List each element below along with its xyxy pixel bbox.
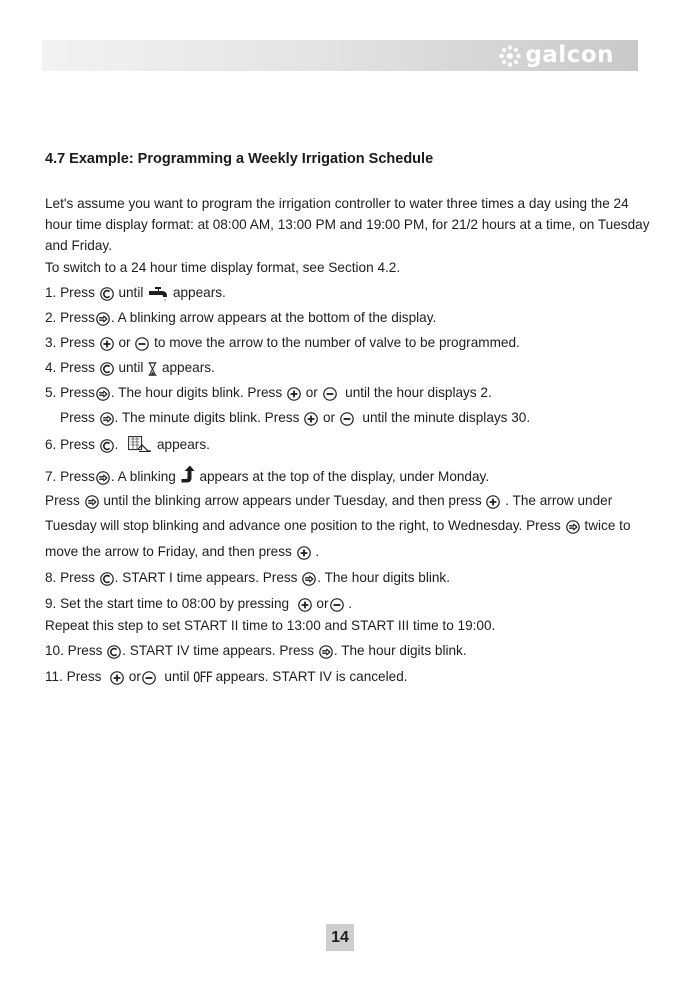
step-text: or (322, 410, 336, 425)
step-text: . The minute digits blink. Press (114, 410, 300, 425)
step-7 (45, 465, 489, 487)
enter-key-icon (85, 495, 99, 509)
step-text: . START IV time appears. Press (122, 643, 315, 658)
step-text: . The hour digits blink. Press (110, 385, 283, 400)
intro-line: hour time display format: at 08:00 AM, 13:00 PM and 19:00 PM, for 21/2 hours at a time, on Tuesday (45, 217, 650, 232)
step-10 (45, 640, 467, 662)
step-text: appears. (157, 437, 210, 452)
step-text: appears. (161, 360, 215, 375)
step-text: 2. Press (45, 310, 95, 325)
step-text: until the minute displays 30. (362, 410, 531, 425)
step-text: 11. Press (45, 669, 102, 684)
step-text: appears. START IV is canceled. (215, 669, 408, 684)
step-text: or (128, 669, 141, 684)
step-text: Press (45, 493, 80, 508)
step-4 (45, 357, 215, 379)
plus-key-icon (100, 337, 114, 351)
step-8 (45, 567, 450, 589)
enter-key-icon (566, 520, 580, 534)
step-text: until (118, 285, 144, 300)
step-3 (45, 332, 520, 354)
minus-key-icon (135, 337, 149, 351)
step-2 (45, 307, 436, 329)
step-text: appears. (172, 285, 226, 300)
step-text: 4. Press (45, 360, 95, 375)
program-key-icon (100, 572, 114, 586)
step-5 (45, 382, 492, 404)
step-text: . A blinking (110, 469, 176, 484)
intro-line: Let's assume you want to program the irrigation controller to water three times a day using the 24 (45, 196, 629, 211)
step-5-continued (60, 407, 530, 429)
step-text: or (118, 335, 131, 350)
program-key-icon (100, 287, 114, 301)
plus-key-icon (297, 546, 311, 560)
step-text: 5. Press (45, 385, 95, 400)
step-9-continued: Repeat this step to set START II time to 13:00 and START III time to 19:00. (45, 618, 496, 633)
plus-key-icon (110, 671, 124, 685)
plus-key-icon (304, 412, 318, 426)
program-key-icon (107, 645, 121, 659)
step-text: . START I time appears. Press (114, 570, 298, 585)
step-text: . A blinking arrow appears at the bottom of the display. (110, 310, 437, 325)
faucet-icon (148, 286, 168, 301)
step-text: until the blinking arrow appears under Tuesday, and then press (103, 493, 482, 508)
step-text: 8. Press (45, 570, 95, 585)
page-number: 14 (326, 924, 354, 951)
brand-name: galcon (525, 42, 614, 68)
step-7-continued (45, 515, 631, 537)
minus-key-icon (323, 387, 337, 401)
step-text: . (348, 596, 353, 611)
step-text: . (114, 437, 119, 452)
step-text: 9. Set the start time to 08:00 by pressing (45, 596, 290, 611)
step-text: 7. Press (45, 469, 95, 484)
step-11 (45, 666, 408, 688)
program-key-icon (100, 439, 114, 453)
enter-key-icon (96, 312, 110, 326)
section-title: 4.7 Example: Programming a Weekly Irrigation Schedule (45, 151, 434, 167)
header-bar (42, 40, 638, 71)
step-text: or (305, 385, 318, 400)
step-text: 10. Press (45, 643, 103, 658)
step-7-continued (45, 490, 612, 512)
step-text: until (118, 360, 144, 375)
step-text: move the arrow to Friday, and then press (45, 544, 292, 559)
calendar-icon (128, 436, 152, 453)
step-text: 6. Press (45, 437, 95, 452)
step-text: 1. Press (45, 285, 95, 300)
step-text: until the hour displays 2. (345, 385, 492, 400)
off-display-text: OFF (193, 668, 212, 686)
step-1 (45, 282, 226, 304)
brand-logo (498, 42, 614, 69)
enter-key-icon (302, 572, 316, 586)
blinking-arrow-icon (181, 465, 195, 483)
program-key-icon (100, 362, 114, 376)
step-text: . The hour digits blink. (333, 643, 467, 658)
enter-key-icon (100, 412, 114, 426)
galcon-logo-icon (498, 44, 522, 68)
minus-key-icon (330, 598, 344, 612)
step-7-continued (45, 541, 319, 563)
intro-line: and Friday. (45, 238, 112, 253)
minus-key-icon (340, 412, 354, 426)
enter-key-icon (96, 387, 110, 401)
step-9 (45, 593, 352, 615)
step-text: . The arrow under (505, 493, 613, 508)
step-6 (45, 434, 210, 456)
step-text: 3. Press (45, 335, 95, 350)
enter-key-icon (96, 471, 110, 485)
step-text: . The hour digits blink. (317, 570, 451, 585)
step-text: to move the arrow to the number of valve to be programmed. (154, 335, 520, 350)
plus-key-icon (287, 387, 301, 401)
hourglass-icon (148, 362, 157, 376)
step-text: Press (60, 410, 95, 425)
intro-line: To switch to a 24 hour time display format, see Section 4.2. (45, 260, 401, 275)
enter-key-icon (319, 645, 333, 659)
plus-key-icon (298, 598, 312, 612)
step-text: twice to (584, 518, 631, 533)
step-text: . (315, 544, 320, 559)
step-text: Tuesday will stop blinking and advance one position to the right, to Wednesday. Press (45, 518, 561, 533)
minus-key-icon (142, 671, 156, 685)
step-text: appears at the top of the display, under Monday. (199, 469, 490, 484)
plus-key-icon (486, 495, 500, 509)
step-text: until (164, 669, 190, 684)
step-text: or (316, 596, 329, 611)
